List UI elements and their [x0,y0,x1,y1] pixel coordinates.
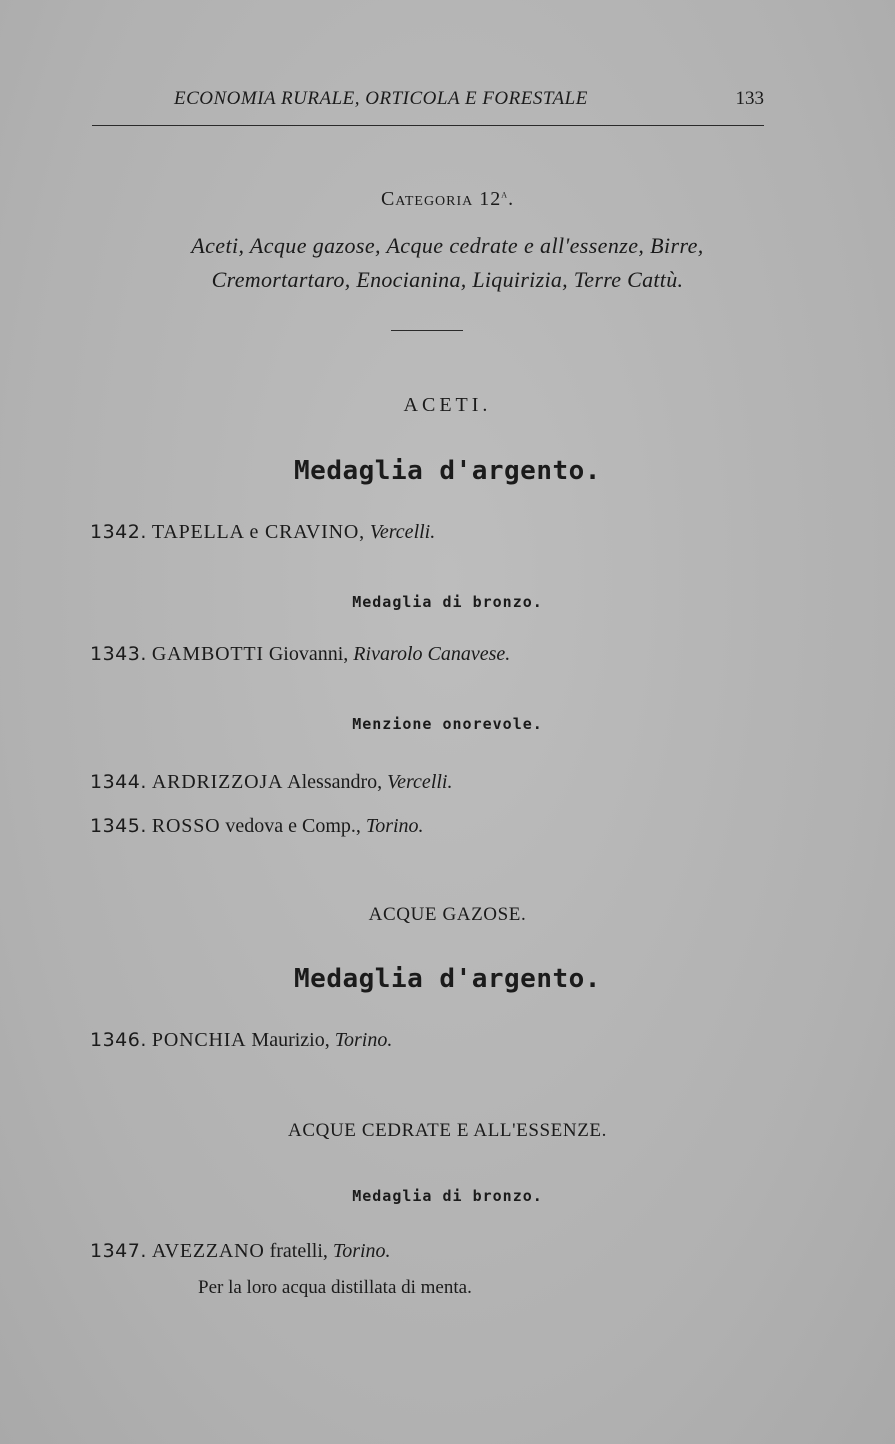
section-divider [391,330,463,331]
entry-1343 [90,643,510,666]
entry-place: Vercelli. [387,771,453,793]
entry-1345 [90,815,424,838]
entry-number: 1346. [90,1029,147,1051]
category-heading [0,188,895,211]
award-title-honorable-mention: Menzione onorevole. [352,715,543,733]
entry-1347 [90,1240,391,1263]
entry-number: 1342. [90,521,147,543]
entry-number: 1345. [90,815,147,837]
entry-number: 1347. [90,1240,147,1262]
entry-place: Rivarolo Canavese. [353,643,511,665]
entry-name: ARDRIZZOJA [151,771,284,793]
category-ordinal: a [501,188,509,201]
section-title-acque-gazose: ACQUE GAZOSE. [368,904,527,925]
entry-name: TAPELLA e CRAVINO, [151,521,365,543]
entry-name: GAMBOTTI [151,643,264,665]
entry-name: PONCHIA [151,1029,247,1051]
entry-given: Giovanni, [268,643,349,665]
entry-name: ROSSO [151,815,221,837]
entry-note: Per la loro acqua distillata di menta. [198,1277,472,1298]
entry-place: Torino. [365,815,424,837]
award-title-silver: Medaglia d'argento. [294,964,601,994]
entry-given: Maurizio, [251,1029,330,1051]
entry-place: Torino. [332,1240,391,1262]
section-title-acque-cedrate: ACQUE CEDRATE E ALL'ESSENZE. [288,1120,607,1141]
header-rule [92,125,764,126]
entry-name: AVEZZANO [151,1240,265,1262]
category-description-line-1: Aceti, Acque gazose, Acque cedrate e all'essenze, Birre, [191,233,704,258]
entry-1342 [90,521,435,544]
entry-place: Torino. [334,1029,393,1051]
award-title-silver: Medaglia d'argento. [294,456,601,486]
entry-given: vedova e Comp., [225,815,361,837]
entry-number: 1344. [90,771,147,793]
running-head [92,88,764,114]
page-number: 133 [735,88,764,109]
entry-place: Vercelli. [369,521,436,543]
running-title: ECONOMIA RURALE, ORTICOLA E FORESTALE [174,88,588,109]
entry-1344 [90,771,452,794]
category-description-line-2: Cremortartaro, Enocianina, Liquirizia, Terre Cattù. [211,267,684,292]
entry-given: Alessandro, [287,771,383,793]
entry-given: fratelli, [269,1240,328,1262]
entry-number: 1343. [90,643,147,665]
award-title-bronze: Medaglia di bronzo. [352,593,543,611]
entry-1346 [90,1029,392,1052]
category-label-end: . [508,188,515,210]
section-title-aceti: ACETI. [403,394,492,416]
award-title-bronze: Medaglia di bronzo. [352,1187,543,1205]
category-label: Categoria 12 [380,188,502,210]
